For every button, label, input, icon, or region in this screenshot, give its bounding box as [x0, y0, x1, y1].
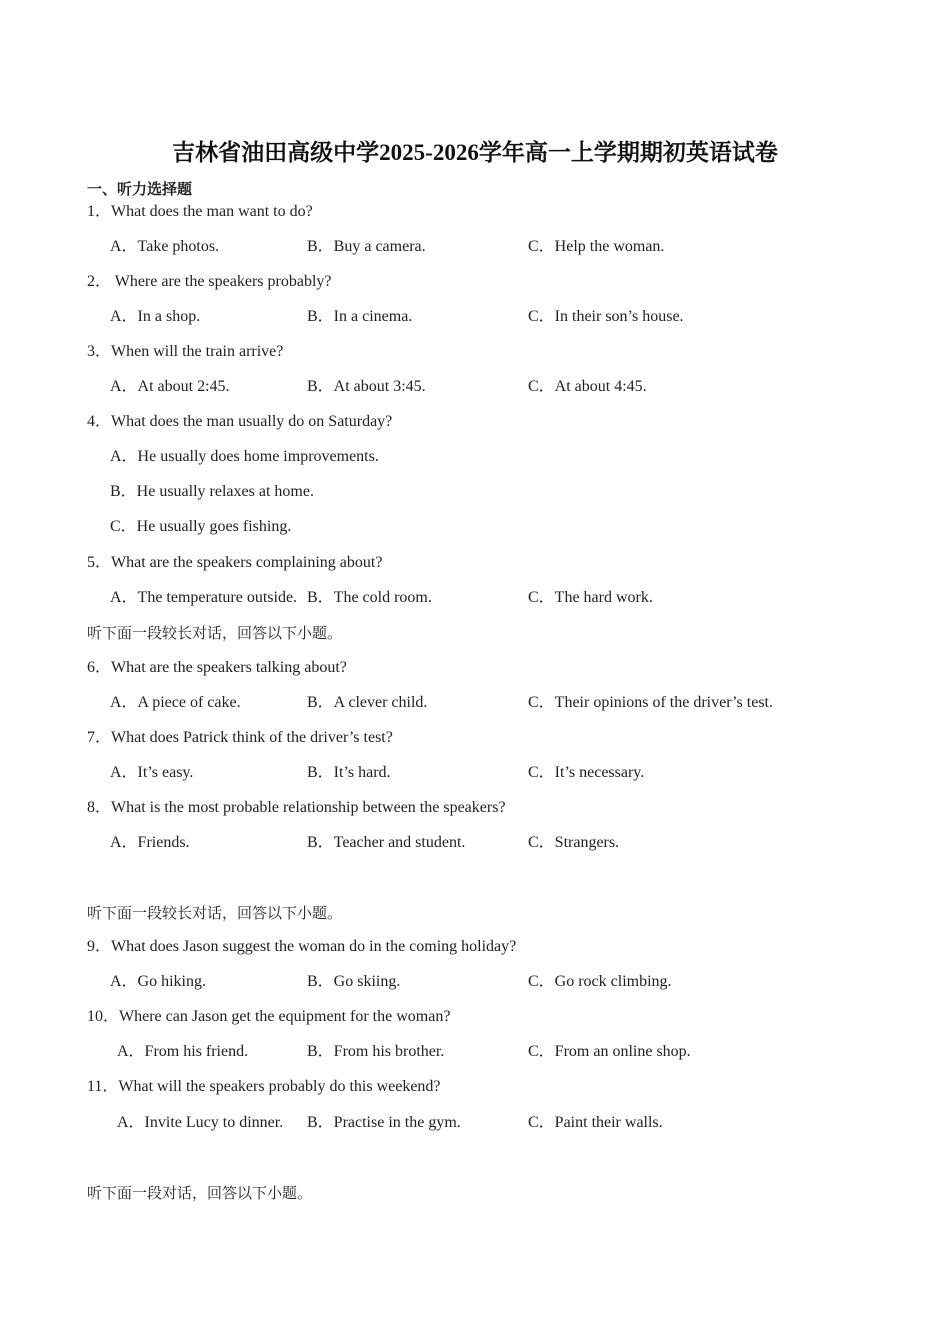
- question-7: 7．What does Patrick think of the driver’s test?: [87, 729, 393, 746]
- instruction-dialog: 听下面一段对话，回答以下小题。: [87, 1184, 313, 1202]
- page-title: 吉林省油田高级中学2025-2026学年高一上学期期初英语试卷: [172, 140, 778, 165]
- question-9: 9．What does Jason suggest the woman do in the coming holiday?: [87, 938, 517, 955]
- q7-option-b: B．It’s hard.: [307, 764, 391, 781]
- question-2: 2． Where are the speakers probably?: [87, 273, 332, 290]
- q10-option-c: C．From an online shop.: [528, 1043, 691, 1060]
- q8-option-c: C．Strangers.: [528, 834, 620, 851]
- question-8: 8．What is the most probable relationship between the speakers?: [87, 799, 506, 816]
- question-4: 4．What does the man usually do on Saturday?: [87, 413, 393, 430]
- q4-option-c: C．He usually goes fishing.: [110, 518, 292, 535]
- q3-option-c: C．At about 4:45.: [528, 378, 647, 395]
- q11-option-b: B．Practise in the gym.: [307, 1114, 461, 1131]
- q4-option-a: A．He usually does home improvements.: [110, 448, 379, 465]
- question-3: 3．When will the train arrive?: [87, 343, 284, 360]
- q5-option-c: C．The hard work.: [528, 589, 653, 606]
- q1-option-b: B．Buy a camera.: [307, 238, 426, 255]
- q10-option-a: A．From his friend.: [117, 1043, 249, 1060]
- section-heading: 一、听力选择题: [87, 180, 193, 198]
- q6-option-b: B．A clever child.: [307, 694, 428, 711]
- q10-option-b: B．From his brother.: [307, 1043, 445, 1060]
- q3-option-a: A．At about 2:45.: [110, 378, 230, 395]
- q7-option-a: A．It’s easy.: [110, 764, 194, 781]
- q11-option-a: A．Invite Lucy to dinner.: [117, 1114, 284, 1131]
- q3-option-b: B．At about 3:45.: [307, 378, 426, 395]
- q6-option-c: C．Their opinions of the driver’s test.: [528, 694, 774, 711]
- q9-option-c: C．Go rock climbing.: [528, 973, 672, 990]
- q1-option-a: A．Take photos.: [110, 238, 220, 255]
- instruction-long-dialog: 听下面一段较长对话，回答以下小题。: [87, 624, 343, 642]
- question-1: 1．What does the man want to do?: [87, 203, 313, 220]
- q8-option-b: B．Teacher and student.: [307, 834, 466, 851]
- q4-option-b: B．He usually relaxes at home.: [110, 483, 314, 500]
- q8-option-a: A．Friends.: [110, 834, 190, 851]
- q2-option-a: A．In a shop.: [110, 308, 201, 325]
- instruction-long-dialog: 听下面一段较长对话，回答以下小题。: [87, 904, 343, 922]
- q5-option-b: B．The cold room.: [307, 589, 432, 606]
- question-11: 11．What will the speakers probably do this weekend?: [87, 1078, 441, 1095]
- question-6: 6．What are the speakers talking about?: [87, 659, 347, 676]
- q1-option-c: C．Help the woman.: [528, 238, 665, 255]
- q9-option-a: A．Go hiking.: [110, 973, 207, 990]
- q2-option-c: C．In their son’s house.: [528, 308, 684, 325]
- q11-option-c: C．Paint their walls.: [528, 1114, 663, 1131]
- q7-option-c: C．It’s necessary.: [528, 764, 645, 781]
- question-10: 10．Where can Jason get the equipment for the woman?: [87, 1008, 451, 1025]
- question-5: 5．What are the speakers complaining about?: [87, 554, 383, 571]
- q2-option-b: B．In a cinema.: [307, 308, 413, 325]
- q5-option-a: A．The temperature outside.: [110, 589, 298, 606]
- q9-option-b: B．Go skiing.: [307, 973, 401, 990]
- q6-option-a: A．A piece of cake.: [110, 694, 241, 711]
